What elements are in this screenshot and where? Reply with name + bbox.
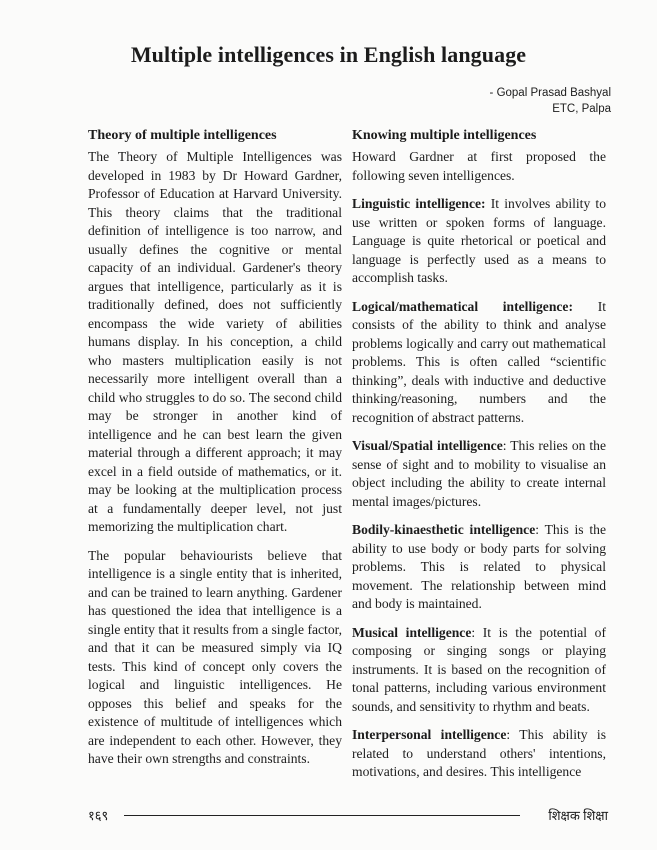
page-footer [88, 806, 608, 826]
paragraph: The popular behaviourists believe that intelligence is a single entity that is inherited, and can be trained to learn anything. Gardener has questioned the idea that intelligence is a single entity that it results from a single factor, and that it can be measured simply via IQ tests. This kind of concept only covers the logical and linguistic intelligences. He opposes this belief and speaks for the existence of multitude of intelligences which are independent to each other. However, they have their own strengths and constraints. [88, 547, 342, 766]
right-column [352, 128, 606, 792]
intelligence-item-interpersonal [352, 726, 606, 782]
intelligence-item-bodily [352, 521, 606, 614]
term: Bodily-kinaesthetic intelligence [352, 522, 536, 537]
magazine-name: शिक्षक शिक्षा [548, 808, 608, 823]
term: Interpersonal intelligence [352, 727, 507, 742]
definition: : This ability is related to understand others' intentions, motivations, and desires. This intelligence [352, 727, 606, 779]
term: Visual/Spatial intelligence [352, 438, 503, 453]
intelligence-item-visual [352, 437, 606, 511]
byline [490, 85, 611, 117]
intro-paragraph: Howard Gardner at first proposed the following seven intelligences. [352, 149, 606, 183]
intelligence-item-linguistic [352, 195, 606, 288]
definition: : This is the ability to use body or body parts for solving problems. This is related to physical movement. The relationship between mind and body is maintained. [352, 522, 606, 611]
article-title: Multiple intelligences in English language [130, 42, 527, 67]
term: Logical/mathematical intelligence: [352, 298, 573, 314]
page-number: १६९ [88, 808, 109, 823]
footer-rule [124, 815, 520, 816]
section-heading: Theory of multiple intelligences [88, 128, 277, 143]
author-affiliation: ETC, Palpa [552, 103, 611, 115]
term: Linguistic intelligence: [352, 196, 486, 211]
author-name: - Gopal Prasad Bashyal [489, 87, 611, 99]
intelligence-item-logical [352, 298, 606, 428]
definition: It consists of the ability to think and analyse problems logically and carry out mathematical problems. This is often called “scientific thinking”, deals with inductive and deductive thinking/reasoning, numbers and the recognition of abstract patterns. [352, 298, 606, 425]
paragraph: The Theory of Multiple Intelligences was developed in 1983 by Dr Howard Gardner, Professor of Education at Harvard University. This theory claims that the traditional definition of intelligence is too narrow, and usually defines the cognitive or mental capacity of an individual. Gardener's theory argues that intelligence, particularly as it is traditionally defined, does not sufficiently encompass the wide variety of abilities humans display. In his conception, a child who masters multiplication easily is not necessarily more intelligent overall than a child who struggles to do so. The second child may be stronger in another kind of intelligence and he can best learn the given material through a different approach; it may excel in a field outside of mathematics, or it. may be looking at the multiplication process at a fundamentally deeper level, not just memorizing the multiplication chart. [88, 149, 342, 534]
definition: : It is the potential of composing or singing songs or playing instruments. It is based on the recognition of tonal patterns, including various environment sounds, and sensitivity to rhythm and beats. [352, 624, 606, 714]
intelligence-item-musical [352, 624, 606, 717]
definition: : This relies on the sense of sight and to mobility to visualise an object including the ability to create internal mental images/pictures. [352, 438, 606, 509]
section-heading: Knowing multiple intelligences [352, 128, 537, 143]
definition: It involves ability to use written or spoken forms of language. Language is quite rhetorical or poetical and language is perfectly used as a means to accomplish tasks. [352, 196, 606, 285]
term: Musical intelligence [352, 624, 472, 640]
left-column [88, 128, 342, 779]
